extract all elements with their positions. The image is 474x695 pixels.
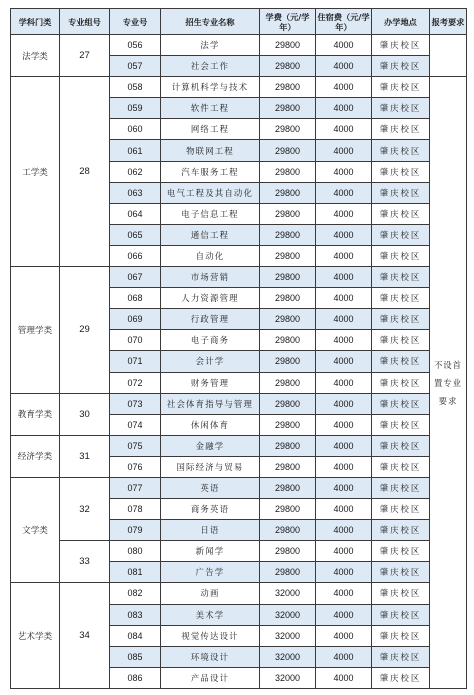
- tuition-cell: 29800: [260, 161, 316, 182]
- campus-cell: 肇庆校区: [372, 351, 430, 372]
- major-code-cell: 059: [110, 98, 161, 119]
- major-code-cell: 070: [110, 330, 161, 351]
- major-code-cell: 062: [110, 161, 161, 182]
- dorm-fee-cell: 4000: [316, 56, 372, 77]
- dorm-fee-cell: 4000: [316, 562, 372, 583]
- group-number-cell: 34: [60, 583, 110, 688]
- group-number-cell: 32: [60, 477, 110, 540]
- campus-cell: 肇庆校区: [372, 245, 430, 266]
- major-name-cell: 计算机科学与技术: [161, 77, 260, 98]
- major-name-cell: 财务管理: [161, 372, 260, 393]
- major-code-cell: 078: [110, 499, 161, 520]
- campus-cell: 肇庆校区: [372, 372, 430, 393]
- dorm-fee-cell: 4000: [316, 119, 372, 140]
- tuition-cell: 29800: [260, 330, 316, 351]
- major-code-cell: 085: [110, 646, 161, 667]
- tuition-cell: 29800: [260, 203, 316, 224]
- tuition-cell: 32000: [260, 646, 316, 667]
- dorm-fee-cell: 4000: [316, 351, 372, 372]
- group-number-cell: 27: [60, 35, 110, 77]
- dorm-fee-cell: 4000: [316, 330, 372, 351]
- dorm-fee-cell: 4000: [316, 161, 372, 182]
- dorm-fee-cell: 4000: [316, 182, 372, 203]
- header-category: 学科门类: [11, 9, 60, 35]
- major-code-cell: 079: [110, 520, 161, 541]
- dorm-fee-cell: 4000: [316, 245, 372, 266]
- category-cell: 工学类: [11, 77, 60, 267]
- campus-cell: 肇庆校区: [372, 119, 430, 140]
- campus-cell: 肇庆校区: [372, 583, 430, 604]
- tuition-cell: 29800: [260, 456, 316, 477]
- category-cell: 管理学类: [11, 267, 60, 394]
- major-name-cell: 产品设计: [161, 667, 260, 688]
- dorm-fee-cell: 4000: [316, 140, 372, 161]
- major-code-cell: 065: [110, 224, 161, 245]
- campus-cell: 肇庆校区: [372, 604, 430, 625]
- campus-cell: 肇庆校区: [372, 77, 430, 98]
- campus-cell: 肇庆校区: [372, 667, 430, 688]
- header-row: [11, 9, 467, 35]
- tuition-cell: 29800: [260, 309, 316, 330]
- major-code-cell: 058: [110, 77, 161, 98]
- table-row: [11, 35, 467, 56]
- category-cell: 文学类: [11, 477, 60, 582]
- dorm-fee-cell: 4000: [316, 372, 372, 393]
- major-name-cell: 美术学: [161, 604, 260, 625]
- major-code-cell: 083: [110, 604, 161, 625]
- header-dorm-fee: 住宿费（元/学年）: [316, 9, 372, 35]
- campus-cell: 肇庆校区: [372, 456, 430, 477]
- header-tuition: 学费（元/学年）: [260, 9, 316, 35]
- dorm-fee-cell: 4000: [316, 267, 372, 288]
- major-name-cell: 休闲体育: [161, 414, 260, 435]
- campus-cell: 肇庆校区: [372, 288, 430, 309]
- tuition-cell: 29800: [260, 119, 316, 140]
- admissions-table-container: [10, 8, 466, 689]
- header-group: 专业组号: [60, 9, 110, 35]
- table-row: [11, 267, 467, 288]
- dorm-fee-cell: 4000: [316, 520, 372, 541]
- campus-cell: 肇庆校区: [372, 161, 430, 182]
- dorm-fee-cell: 4000: [316, 393, 372, 414]
- category-cell: 经济学类: [11, 435, 60, 477]
- major-name-cell: 社会体育指导与管理: [161, 393, 260, 414]
- major-code-cell: 060: [110, 119, 161, 140]
- tuition-cell: 29800: [260, 372, 316, 393]
- major-code-cell: 061: [110, 140, 161, 161]
- major-name-cell: 电子信息工程: [161, 203, 260, 224]
- header-campus: 办学地点: [372, 9, 430, 35]
- tuition-cell: 29800: [260, 288, 316, 309]
- major-name-cell: 环境设计: [161, 646, 260, 667]
- major-name-cell: 会计学: [161, 351, 260, 372]
- major-code-cell: 071: [110, 351, 161, 372]
- tuition-cell: 29800: [260, 140, 316, 161]
- dorm-fee-cell: 4000: [316, 477, 372, 498]
- campus-cell: 肇庆校区: [372, 625, 430, 646]
- admissions-table: [10, 8, 467, 689]
- tuition-cell: 29800: [260, 562, 316, 583]
- tuition-cell: 29800: [260, 520, 316, 541]
- dorm-fee-cell: 4000: [316, 224, 372, 245]
- tuition-cell: 29800: [260, 477, 316, 498]
- major-name-cell: 新闻学: [161, 541, 260, 562]
- major-code-cell: 068: [110, 288, 161, 309]
- dorm-fee-cell: 4000: [316, 435, 372, 456]
- major-code-cell: 056: [110, 35, 161, 56]
- group-number-cell: 33: [60, 541, 110, 583]
- major-code-cell: 081: [110, 562, 161, 583]
- tuition-cell: 29800: [260, 56, 316, 77]
- major-name-cell: 国际经济与贸易: [161, 456, 260, 477]
- tuition-cell: 29800: [260, 245, 316, 266]
- major-name-cell: 汽车服务工程: [161, 161, 260, 182]
- dorm-fee-cell: 4000: [316, 98, 372, 119]
- header-major-code: 专业号: [110, 9, 161, 35]
- dorm-fee-cell: 4000: [316, 35, 372, 56]
- dorm-fee-cell: 4000: [316, 414, 372, 435]
- requirement-cell: 不设首置专业要求: [430, 77, 467, 689]
- campus-cell: 肇庆校区: [372, 56, 430, 77]
- major-code-cell: 074: [110, 414, 161, 435]
- dorm-fee-cell: 4000: [316, 309, 372, 330]
- dorm-fee-cell: 4000: [316, 499, 372, 520]
- table-row: [11, 583, 467, 604]
- campus-cell: 肇庆校区: [372, 224, 430, 245]
- major-name-cell: 日语: [161, 520, 260, 541]
- major-name-cell: 人力资源管理: [161, 288, 260, 309]
- campus-cell: 肇庆校区: [372, 646, 430, 667]
- tuition-cell: 29800: [260, 393, 316, 414]
- tuition-cell: 32000: [260, 625, 316, 646]
- major-code-cell: 063: [110, 182, 161, 203]
- dorm-fee-cell: 4000: [316, 456, 372, 477]
- major-name-cell: 金融学: [161, 435, 260, 456]
- tuition-cell: 29800: [260, 77, 316, 98]
- tuition-cell: 29800: [260, 98, 316, 119]
- header-requirement: 报考要求: [430, 9, 467, 35]
- campus-cell: 肇庆校区: [372, 541, 430, 562]
- group-number-cell: 28: [60, 77, 110, 267]
- major-code-cell: 077: [110, 477, 161, 498]
- campus-cell: 肇庆校区: [372, 393, 430, 414]
- campus-cell: 肇庆校区: [372, 140, 430, 161]
- tuition-cell: 29800: [260, 35, 316, 56]
- campus-cell: 肇庆校区: [372, 562, 430, 583]
- major-code-cell: 064: [110, 203, 161, 224]
- major-name-cell: 网络工程: [161, 119, 260, 140]
- major-name-cell: 电气工程及其自动化: [161, 182, 260, 203]
- major-code-cell: 082: [110, 583, 161, 604]
- major-code-cell: 066: [110, 245, 161, 266]
- major-code-cell: 067: [110, 267, 161, 288]
- group-number-cell: 30: [60, 393, 110, 435]
- major-name-cell: 英语: [161, 477, 260, 498]
- campus-cell: 肇庆校区: [372, 309, 430, 330]
- major-code-cell: 057: [110, 56, 161, 77]
- dorm-fee-cell: 4000: [316, 541, 372, 562]
- tuition-cell: 32000: [260, 583, 316, 604]
- dorm-fee-cell: 4000: [316, 646, 372, 667]
- major-name-cell: 商务英语: [161, 499, 260, 520]
- major-code-cell: 080: [110, 541, 161, 562]
- dorm-fee-cell: 4000: [316, 77, 372, 98]
- campus-cell: 肇庆校区: [372, 477, 430, 498]
- category-cell: 教育学类: [11, 393, 60, 435]
- campus-cell: 肇庆校区: [372, 520, 430, 541]
- major-name-cell: 市场营销: [161, 267, 260, 288]
- tuition-cell: 32000: [260, 604, 316, 625]
- table-row: [11, 477, 467, 498]
- category-cell: 艺术学类: [11, 583, 60, 688]
- tuition-cell: 29800: [260, 435, 316, 456]
- major-code-cell: 086: [110, 667, 161, 688]
- header-major-name: 招生专业名称: [161, 9, 260, 35]
- major-code-cell: 076: [110, 456, 161, 477]
- tuition-cell: 29800: [260, 182, 316, 203]
- campus-cell: 肇庆校区: [372, 182, 430, 203]
- dorm-fee-cell: 4000: [316, 203, 372, 224]
- campus-cell: 肇庆校区: [372, 330, 430, 351]
- major-name-cell: 软件工程: [161, 98, 260, 119]
- campus-cell: 肇庆校区: [372, 203, 430, 224]
- major-name-cell: 社会工作: [161, 56, 260, 77]
- dorm-fee-cell: 4000: [316, 604, 372, 625]
- table-row: [11, 77, 467, 98]
- major-name-cell: 电子商务: [161, 330, 260, 351]
- requirement-cell: [430, 35, 467, 77]
- tuition-cell: 29800: [260, 499, 316, 520]
- major-code-cell: 084: [110, 625, 161, 646]
- tuition-cell: 29800: [260, 267, 316, 288]
- campus-cell: 肇庆校区: [372, 35, 430, 56]
- dorm-fee-cell: 4000: [316, 288, 372, 309]
- campus-cell: 肇庆校区: [372, 435, 430, 456]
- major-name-cell: 通信工程: [161, 224, 260, 245]
- group-number-cell: 31: [60, 435, 110, 477]
- tuition-cell: 29800: [260, 224, 316, 245]
- table-row: [11, 393, 467, 414]
- campus-cell: 肇庆校区: [372, 414, 430, 435]
- campus-cell: 肇庆校区: [372, 499, 430, 520]
- tuition-cell: 29800: [260, 351, 316, 372]
- major-name-cell: 广告学: [161, 562, 260, 583]
- major-name-cell: 行政管理: [161, 309, 260, 330]
- dorm-fee-cell: 4000: [316, 583, 372, 604]
- major-code-cell: 073: [110, 393, 161, 414]
- dorm-fee-cell: 4000: [316, 625, 372, 646]
- table-row: [11, 541, 467, 562]
- dorm-fee-cell: 4000: [316, 667, 372, 688]
- tuition-cell: 29800: [260, 541, 316, 562]
- table-row: [11, 435, 467, 456]
- major-name-cell: 视觉传达设计: [161, 625, 260, 646]
- campus-cell: 肇庆校区: [372, 267, 430, 288]
- major-code-cell: 072: [110, 372, 161, 393]
- campus-cell: 肇庆校区: [372, 98, 430, 119]
- major-code-cell: 075: [110, 435, 161, 456]
- tuition-cell: 29800: [260, 414, 316, 435]
- major-name-cell: 物联网工程: [161, 140, 260, 161]
- major-code-cell: 069: [110, 309, 161, 330]
- category-cell: 法学类: [11, 35, 60, 77]
- major-name-cell: 法学: [161, 35, 260, 56]
- major-name-cell: 动画: [161, 583, 260, 604]
- group-number-cell: 29: [60, 267, 110, 394]
- tuition-cell: 32000: [260, 667, 316, 688]
- table-body: [11, 35, 467, 689]
- major-name-cell: 自动化: [161, 245, 260, 266]
